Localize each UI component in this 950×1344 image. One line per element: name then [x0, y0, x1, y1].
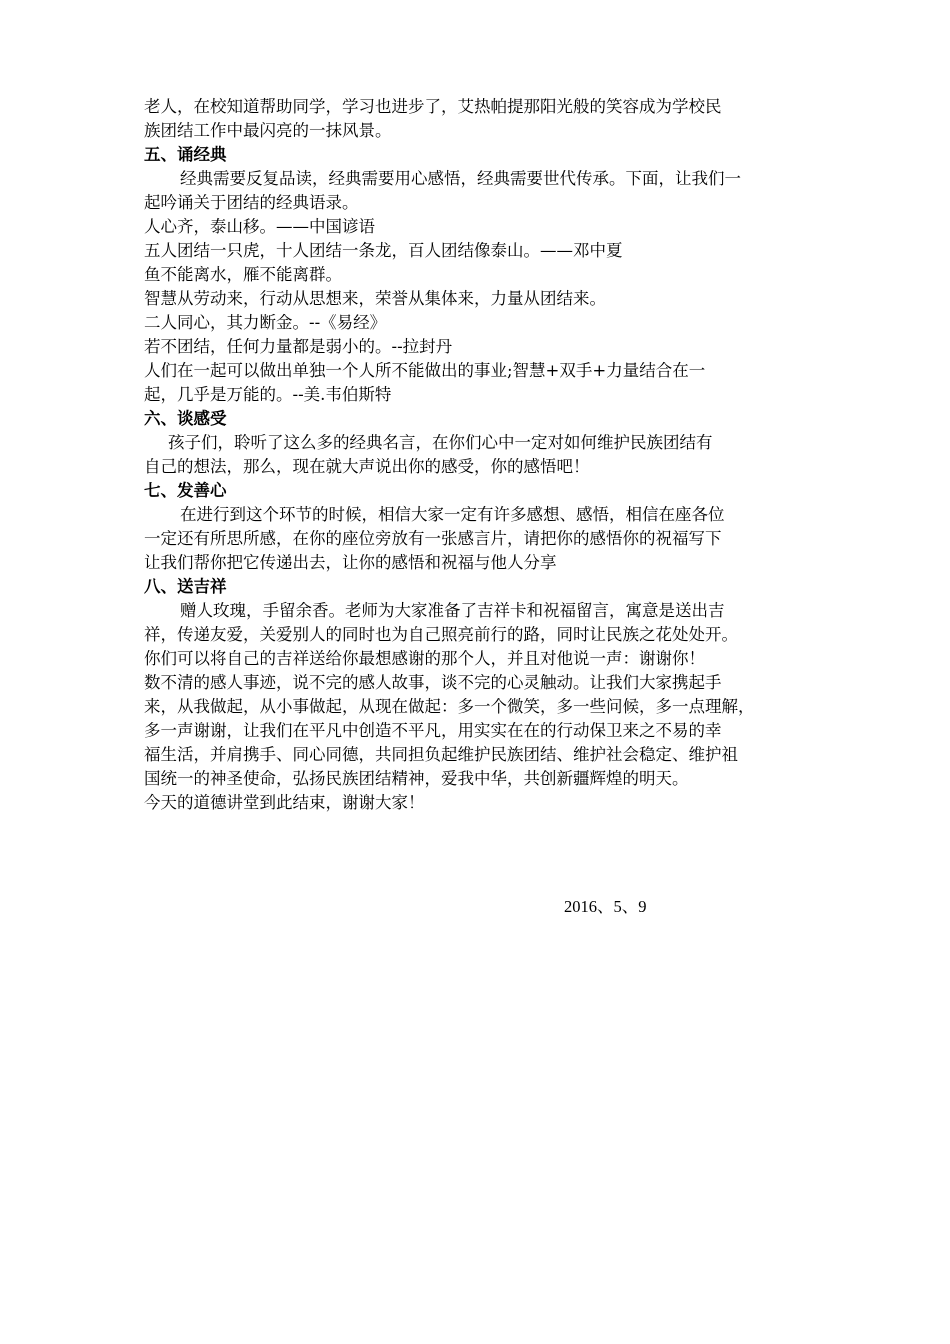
text-line: 孩子们，聆听了这么多的经典名言，在你们心中一定对如何维护民族团结有: [168, 433, 713, 452]
document-body: [144, 95, 812, 815]
text-line: 起，几乎是万能的。--美.韦伯斯特: [144, 385, 392, 404]
text-line: 若不团结，任何力量都是弱小的。--拉封丹: [144, 337, 453, 356]
text-line: 老人，在校知道帮助同学，学习也进步了，艾热帕提那阳光般的笑容成为学校民: [144, 97, 722, 116]
text-line: 二人同心，其力断金。--《易经》: [144, 313, 387, 332]
text-line: 数不清的感人事迹，说不完的感人故事，谈不完的心灵触动。让我们大家携起手: [144, 673, 722, 692]
section-heading: 六、谈感受: [144, 409, 227, 428]
section-heading: 七、发善心: [144, 481, 227, 500]
text-line: 五人团结一只虎，十人团结一条龙，百人团结像泰山。——邓中夏: [144, 241, 623, 260]
text-line: 今天的道德讲堂到此结束，谢谢大家！: [144, 793, 425, 812]
text-line: 让我们帮你把它传递出去，让你的感悟和祝福与他人分享: [144, 553, 557, 572]
text-line: 鱼不能离水，雁不能离群。: [144, 265, 342, 284]
text-line: 你们可以将自己的吉祥送给你最想感谢的那个人，并且对他说一声：谢谢你！: [144, 649, 705, 668]
text-line: 在进行到这个环节的时候，相信大家一定有许多感想、感悟，相信在座各位: [180, 505, 725, 524]
text-line: 起吟诵关于团结的经典语录。: [144, 193, 359, 212]
text-line: 多一声谢谢，让我们在平凡中创造不平凡，用实实在在的行动保卫来之不易的幸: [144, 721, 722, 740]
text-line: 一定还有所思所感，在你的座位旁放有一张感言片，请把你的感悟你的祝福写下: [144, 529, 722, 548]
text-line: 祥，传递友爱，关爱别人的同时也为自己照亮前行的路，同时让民族之花处处开。: [144, 625, 738, 644]
document-date: 2016、5、9: [564, 897, 647, 916]
section-heading: 五、诵经典: [144, 145, 227, 164]
text-line: 智慧从劳动来，行动从思想来，荣誉从集体来，力量从团结来。: [144, 289, 606, 308]
text-line: 人心齐，泰山移。——中国谚语: [144, 217, 375, 236]
text-line: 赠人玫瑰，手留余香。老师为大家准备了吉祥卡和祝福留言，寓意是送出吉: [180, 601, 725, 620]
text-line: 来，从我做起，从小事做起，从现在做起：多一个微笑，多一些问候，多一点理解，: [144, 697, 755, 716]
text-line: 经典需要反复品读，经典需要用心感悟，经典需要世代传承。下面，让我们一: [180, 169, 741, 188]
text-line: 福生活，并肩携手、同心同德，共同担负起维护民族团结、维护社会稳定、维护祖: [144, 745, 738, 764]
text-line: 自己的想法，那么，现在就大声说出你的感受，你的感悟吧！: [144, 457, 590, 476]
text-line: 族团结工作中最闪亮的一抹风景。: [144, 121, 392, 140]
text-line: 国统一的神圣使命，弘扬民族团结精神，爱我中华，共创新疆辉煌的明天。: [144, 769, 689, 788]
text-line: 人们在一起可以做出单独一个人所不能做出的事业;智慧+双手+力量结合在一: [144, 361, 706, 380]
section-heading: 八、送吉祥: [144, 577, 227, 596]
